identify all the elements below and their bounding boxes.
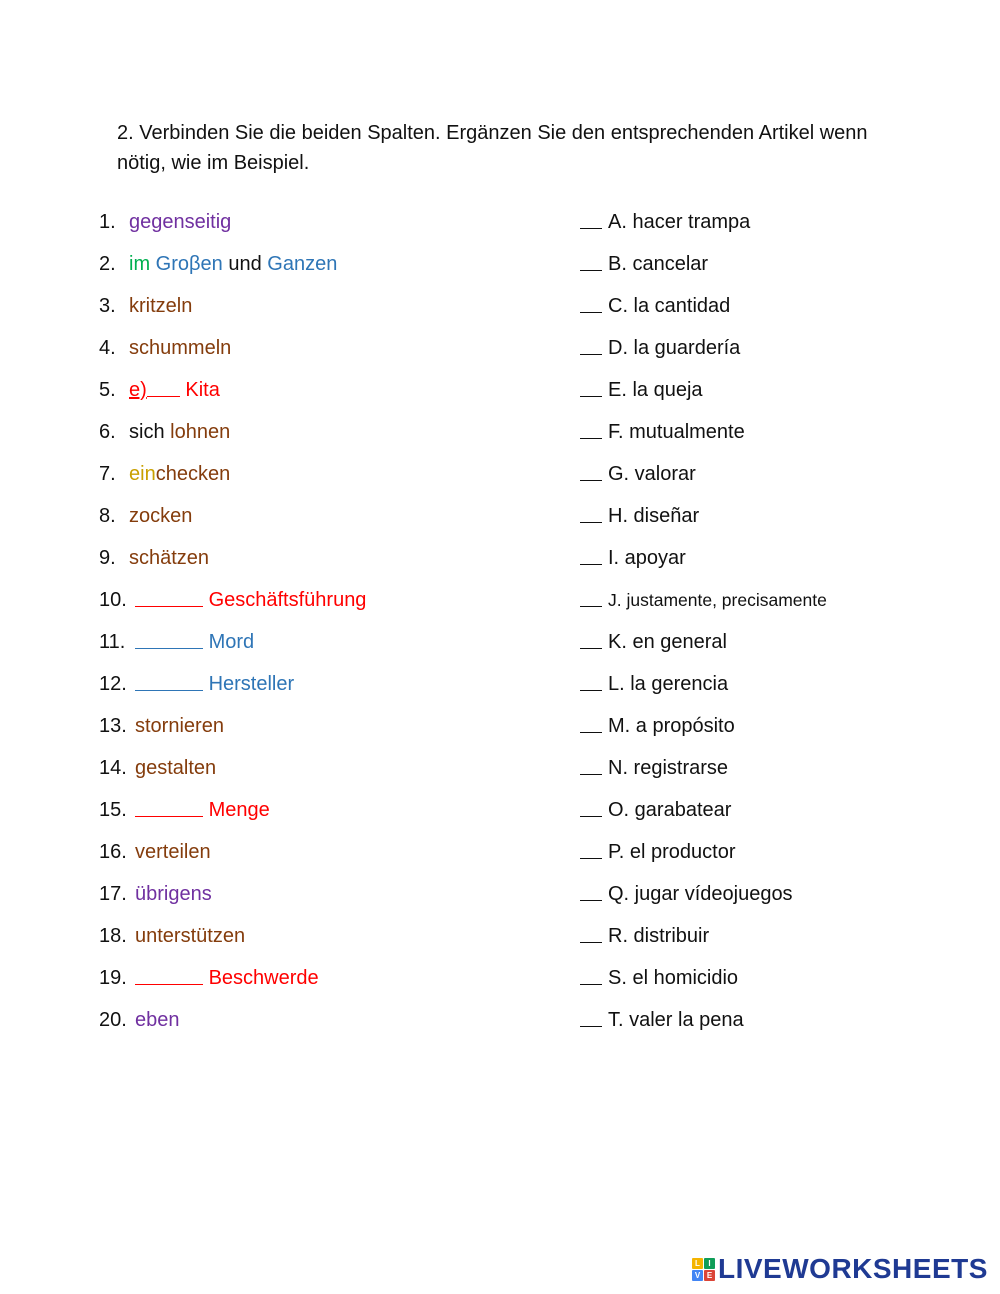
answer-option[interactable] <box>580 585 827 615</box>
answer-blank[interactable] <box>580 460 602 481</box>
answer-option[interactable] <box>580 291 730 321</box>
logo-mark-letter: L <box>692 1258 703 1269</box>
option-text: N. registrarse <box>608 757 729 779</box>
answer-blank[interactable] <box>580 670 602 691</box>
term: schätzen <box>129 547 210 569</box>
term-part: im <box>129 253 151 275</box>
item-number: 13. <box>99 715 127 737</box>
item-number: 6. <box>99 421 116 443</box>
example-answer: e) <box>129 379 147 401</box>
answer-blank[interactable] <box>580 922 602 943</box>
term-word: Beschwerde <box>208 967 319 989</box>
option-text: H. diseñar <box>608 505 700 527</box>
term-part: ein <box>129 463 156 485</box>
option-text: G. valorar <box>608 463 696 485</box>
item-number: 1. <box>99 211 116 233</box>
answer-option[interactable] <box>580 711 735 741</box>
item-number: 11. <box>99 631 126 653</box>
term <box>135 795 270 825</box>
term-part: lohnen <box>170 421 231 443</box>
answer-option[interactable] <box>580 963 738 993</box>
answer-blank[interactable] <box>580 964 602 985</box>
logo-mark-letter: V <box>692 1270 703 1281</box>
item-number: 4. <box>99 337 116 359</box>
article-blank <box>147 376 180 397</box>
term-word: Geschäftsführung <box>208 589 367 611</box>
answer-option[interactable] <box>580 501 699 531</box>
term-part: und <box>228 253 262 275</box>
option-text: S. el homicidio <box>608 967 739 989</box>
answer-blank[interactable] <box>580 712 602 733</box>
item-number: 16. <box>99 841 127 863</box>
answer-option[interactable] <box>580 459 696 489</box>
answer-option[interactable] <box>580 417 745 447</box>
term <box>135 585 366 615</box>
answer-option[interactable] <box>580 669 728 699</box>
term-part: sich <box>129 421 165 443</box>
item-number: 19. <box>99 967 127 989</box>
term: unterstützen <box>135 925 246 947</box>
term-part: Groβen <box>155 253 223 275</box>
term <box>129 417 230 447</box>
term-word: Hersteller <box>208 673 295 695</box>
option-text: A. hacer trampa <box>608 211 751 233</box>
answer-blank[interactable] <box>580 502 602 523</box>
logo-text: LIVEWORKSHEETS <box>718 1253 988 1284</box>
logo-mark-letter: I <box>704 1258 715 1269</box>
answer-option[interactable] <box>580 1005 744 1035</box>
item-number: 5. <box>99 379 116 401</box>
answer-blank[interactable] <box>580 586 602 607</box>
option-text: T. valer la pena <box>608 1009 744 1031</box>
article-blank[interactable] <box>135 670 203 691</box>
term: schummeln <box>129 337 232 359</box>
item-number: 9. <box>99 547 116 569</box>
answer-blank[interactable] <box>580 250 602 271</box>
item-number: 8. <box>99 505 116 527</box>
option-text: L. la gerencia <box>608 673 729 695</box>
liveworksheets-logo[interactable] <box>692 1254 988 1284</box>
answer-blank[interactable] <box>580 292 602 313</box>
term: eben <box>135 1009 180 1031</box>
answer-blank[interactable] <box>580 796 602 817</box>
option-text: E. la queja <box>608 379 703 401</box>
answer-blank[interactable] <box>580 628 602 649</box>
option-text: P. el productor <box>608 841 736 863</box>
logo-mark-letter: E <box>704 1270 715 1281</box>
term-word: Kita <box>185 379 220 401</box>
term-word: Menge <box>208 799 270 821</box>
term-part: checken <box>155 463 231 485</box>
term <box>129 459 230 489</box>
answer-option[interactable] <box>580 921 709 951</box>
item-number: 2. <box>99 253 116 275</box>
article-blank[interactable] <box>135 964 203 985</box>
term: stornieren <box>135 715 224 737</box>
answer-option[interactable] <box>580 837 736 867</box>
item-number: 20. <box>99 1009 127 1031</box>
option-text: F. mutualmente <box>608 421 745 443</box>
answer-option[interactable] <box>580 627 727 657</box>
option-text: Q. jugar vídeojuegos <box>608 883 793 905</box>
term: kritzeln <box>129 295 193 317</box>
answer-option[interactable] <box>580 795 731 825</box>
term: gegenseitig <box>129 211 232 233</box>
answer-blank[interactable] <box>580 334 602 355</box>
term-word: Mord <box>208 631 255 653</box>
item-number: 18. <box>99 925 127 947</box>
term: gestalten <box>135 757 217 779</box>
item-number: 14. <box>99 757 127 779</box>
answer-option[interactable] <box>580 879 793 909</box>
term: zocken <box>129 505 193 527</box>
term <box>135 669 294 699</box>
answer-option[interactable] <box>580 543 686 573</box>
term <box>129 375 220 405</box>
article-blank[interactable] <box>135 796 203 817</box>
answer-option[interactable] <box>580 375 703 405</box>
article-blank[interactable] <box>135 628 203 649</box>
answer-blank[interactable] <box>580 754 602 775</box>
answer-option[interactable] <box>580 753 728 783</box>
answer-blank[interactable] <box>580 418 602 439</box>
item-number: 10. <box>99 589 127 611</box>
answer-option[interactable] <box>580 333 740 363</box>
instruction-text: 2. Verbinden Sie die beiden Spalten. Ergänzen Sie den entsprechenden Artikel wenn nötig, wie im Beispiel. <box>117 122 868 174</box>
option-text: O. garabatear <box>608 799 732 821</box>
item-number: 17. <box>99 883 127 905</box>
option-text: M. a propósito <box>608 715 735 737</box>
term <box>135 963 319 993</box>
answer-blank[interactable] <box>580 544 602 565</box>
answer-blank[interactable] <box>580 1006 602 1027</box>
term: übrigens <box>135 883 212 905</box>
option-text: I. apoyar <box>608 547 686 569</box>
item-number: 7. <box>99 463 116 485</box>
term-part: Ganzen <box>267 253 338 275</box>
answer-blank[interactable] <box>580 376 602 397</box>
option-text: R. distribuir <box>608 925 710 947</box>
term: verteilen <box>135 841 211 863</box>
item-number: 12. <box>99 673 127 695</box>
item-number: 15. <box>99 799 127 821</box>
option-text: K. en general <box>608 631 727 653</box>
option-text: C. la cantidad <box>608 295 731 317</box>
logo-mark-icon <box>692 1258 715 1281</box>
answer-option[interactable] <box>580 207 750 237</box>
option-text: B. cancelar <box>608 253 709 275</box>
term <box>135 627 254 657</box>
answer-option[interactable] <box>580 249 708 279</box>
term <box>129 249 337 279</box>
answer-blank[interactable] <box>580 208 602 229</box>
answer-blank[interactable] <box>580 838 602 859</box>
answer-blank[interactable] <box>580 880 602 901</box>
option-text: D. la guardería <box>608 337 741 359</box>
item-number: 3. <box>99 295 116 317</box>
option-text: J. justamente, precisamente <box>608 590 827 610</box>
article-blank[interactable] <box>135 586 203 607</box>
